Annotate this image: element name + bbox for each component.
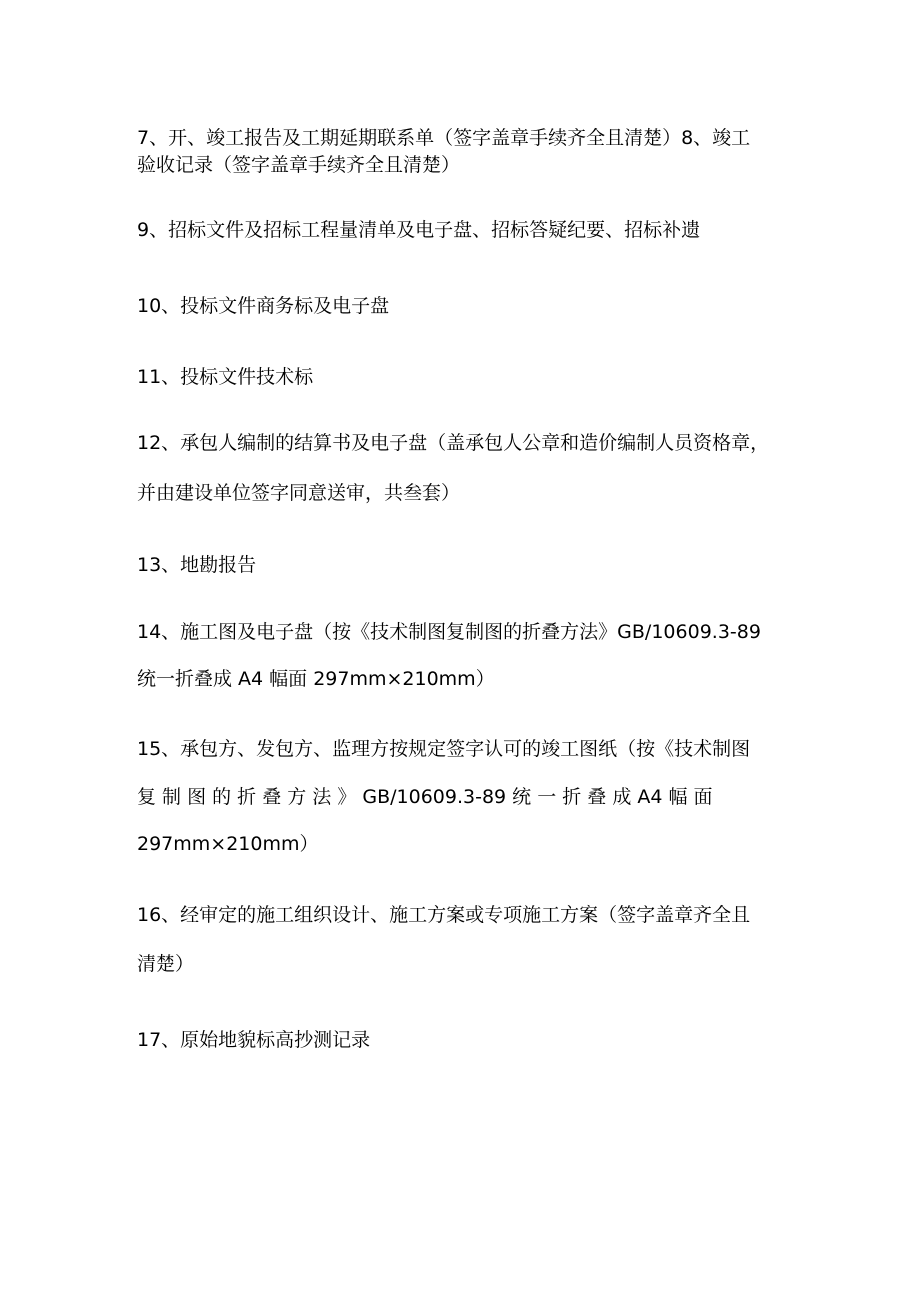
text-line-item-14-cont: 统一折叠成 A4 幅面 297mm×210mm） (137, 668, 495, 690)
text-line-item-16: 16、经审定的施工组织设计、施工方案或专项施工方案（签字盖章齐全且 (137, 904, 751, 926)
text-line-item-14: 14、施工图及电子盘（按《技术制图复制图的折叠方法》GB/10609.3-89 (137, 621, 761, 643)
text-line-item-17: 17、原始地貌标高抄测记录 (137, 1029, 371, 1051)
text-line-item-15-cont: 复 制 图 的 折 叠 方 法 》 GB/10609.3-89 统 一 折 叠 成 A4 幅 面 (137, 786, 713, 808)
text-line-item-12-cont: 并由建设单位签字同意送审，共叁套） (137, 482, 461, 504)
text-line-item-10: 10、投标文件商务标及电子盘 (137, 295, 390, 317)
text-line-item-9: 9、招标文件及招标工程量清单及电子盘、招标答疑纪要、招标补遗 (137, 219, 701, 241)
text-line-item-7: 7、开、竣工报告及工期延期联系单（签字盖章手续齐全且清楚）8、竣工 (137, 127, 751, 149)
text-line-item-8-cont: 验收记录（签字盖章手续齐全且清楚） (137, 154, 461, 176)
text-line-item-13: 13、地勘报告 (137, 554, 257, 576)
text-line-item-15: 15、承包方、发包方、监理方按规定签字认可的竣工图纸（按《技术制图 (137, 738, 751, 760)
text-line-item-15-cont2: 297mm×210mm） (137, 833, 319, 855)
text-line-item-11: 11、投标文件技术标 (137, 366, 314, 388)
text-line-item-12: 12、承包人编制的结算书及电子盘（盖承包人公章和造价编制人员资格章， (137, 432, 770, 454)
text-line-item-16-cont: 清楚） (137, 953, 195, 975)
